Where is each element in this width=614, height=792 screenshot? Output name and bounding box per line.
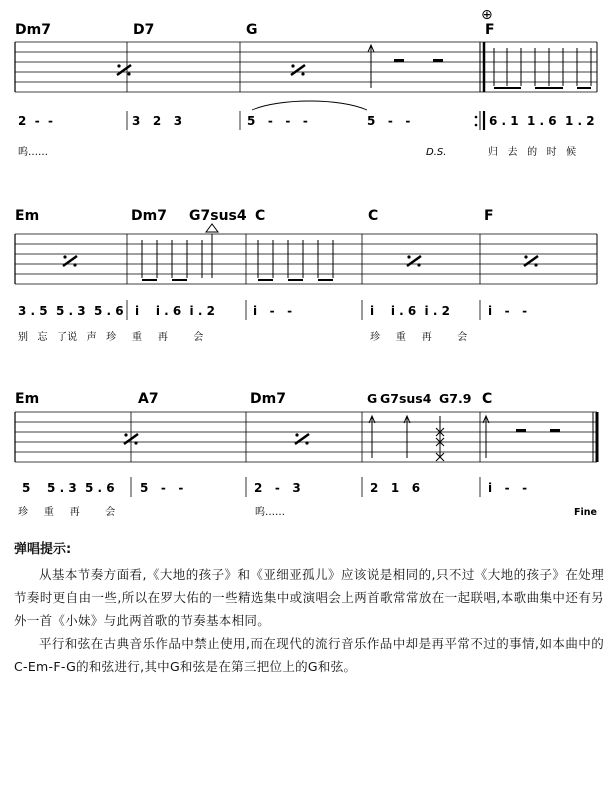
numbered-notes: 3 . 5 5 . 3 5 . 6: [18, 304, 124, 318]
lyric-text: 珍 重 再 会: [370, 332, 468, 343]
chord-symbol: C: [255, 208, 266, 224]
lyric-text: 别 忘 了说 声 珍 重 再 会: [18, 332, 204, 343]
numbered-notes: 3 2 3: [132, 114, 183, 128]
repeat-measure-sign: [407, 255, 421, 266]
lyric-text: 呜……: [255, 507, 285, 518]
rest-symbol: [394, 59, 404, 62]
system-1: [15, 7, 597, 158]
numbered-notes: 5 - -: [367, 114, 411, 128]
chord-symbol: Dm7: [15, 22, 51, 38]
chord-symbol: G7sus4: [380, 391, 432, 406]
numbered-notes: i i . 6 i . 2: [135, 304, 215, 318]
chord-symbol: C: [368, 208, 379, 224]
chord-symbol: C: [482, 391, 493, 407]
fine-marker: Fine: [574, 507, 597, 518]
repeat-measure-sign: [524, 255, 538, 266]
repeat-measure-sign: [295, 433, 309, 444]
tab-staff-1: [15, 42, 597, 92]
numbered-notes: 6 . 1 1 . 6 1 . 2: [489, 114, 595, 128]
system-2: [15, 208, 597, 343]
repeat-measure-sign: [63, 255, 77, 266]
numbered-notation-row: [22, 477, 527, 497]
performance-tips: [14, 538, 604, 678]
repeat-measure-sign: [117, 64, 131, 75]
chord-symbol: Dm7: [131, 208, 167, 224]
lyric-text: 归 去 的 时 候: [488, 147, 577, 158]
numbered-notes: i - -: [488, 481, 528, 495]
strum-group: [142, 234, 333, 280]
tips-paragraph: 平行和弦在古典音乐作品中禁止使用,而在现代的流行音乐作品中却是再平常不过的事情,如本曲中的C-Em-F-G的和弦进行,其中G和弦是在第三把位上的G和弦。: [14, 636, 604, 674]
numbered-notes: i i . 6 i . 2: [370, 304, 450, 318]
tied-strum: [368, 45, 374, 88]
numbered-notation-row: [18, 101, 595, 130]
chord-symbol: Em: [15, 208, 40, 224]
numbered-notes: i - -: [253, 304, 293, 318]
system-3: [15, 391, 597, 518]
chord-symbol: G: [367, 391, 378, 406]
segno-icon: ⊕: [481, 7, 493, 23]
chord-symbol: F: [485, 22, 495, 38]
numbered-notes: 2 - 3: [254, 481, 301, 495]
accent-icon: [206, 224, 218, 232]
chord-symbol: F: [484, 208, 494, 224]
numbered-notes: 5 5 . 3 5 . 6: [22, 481, 115, 495]
numbered-notes: 5 - - -: [247, 114, 308, 128]
chord-symbol: G7.9: [439, 391, 472, 406]
chord-symbol: Dm7: [250, 391, 286, 407]
tab-staff-2: [15, 234, 597, 284]
rest-symbol: [516, 429, 526, 432]
lyric-text: 珍 重 再 会: [18, 507, 116, 518]
lyric-text: 呜……: [18, 147, 48, 158]
numbered-notes: 2 1 6: [370, 481, 421, 495]
chord-symbol: G7sus4: [189, 208, 247, 224]
tips-paragraph: 从基本节奏方面看,《大地的孩子》和《亚细亚孤儿》应该说是相同的,只不过《大地的孩子》在处理节奏时更自由一些,所以在罗大佑的一些精选集中或演唱会上两首歌常常放在一起联唱,本歌曲集中还有另外一首《小妹》与此两首歌的节奏基本相同。: [14, 567, 604, 628]
chord-symbol: Em: [15, 391, 40, 407]
rest-symbol: [550, 429, 560, 432]
chord-symbol: G: [246, 22, 258, 38]
numbered-notes: 2 - -: [18, 114, 54, 128]
tips-title: 弹唱提示:: [14, 542, 72, 557]
numbered-notes: 5 - -: [140, 481, 184, 495]
ds-marker: D.S.: [426, 147, 447, 158]
chord-symbol: A7: [138, 391, 159, 407]
rest-symbol: [433, 59, 443, 62]
repeat-measure-sign: [291, 64, 305, 75]
chord-symbol: D7: [133, 22, 155, 38]
numbered-notes: i - -: [488, 304, 528, 318]
numbered-notation-row: [18, 300, 527, 320]
